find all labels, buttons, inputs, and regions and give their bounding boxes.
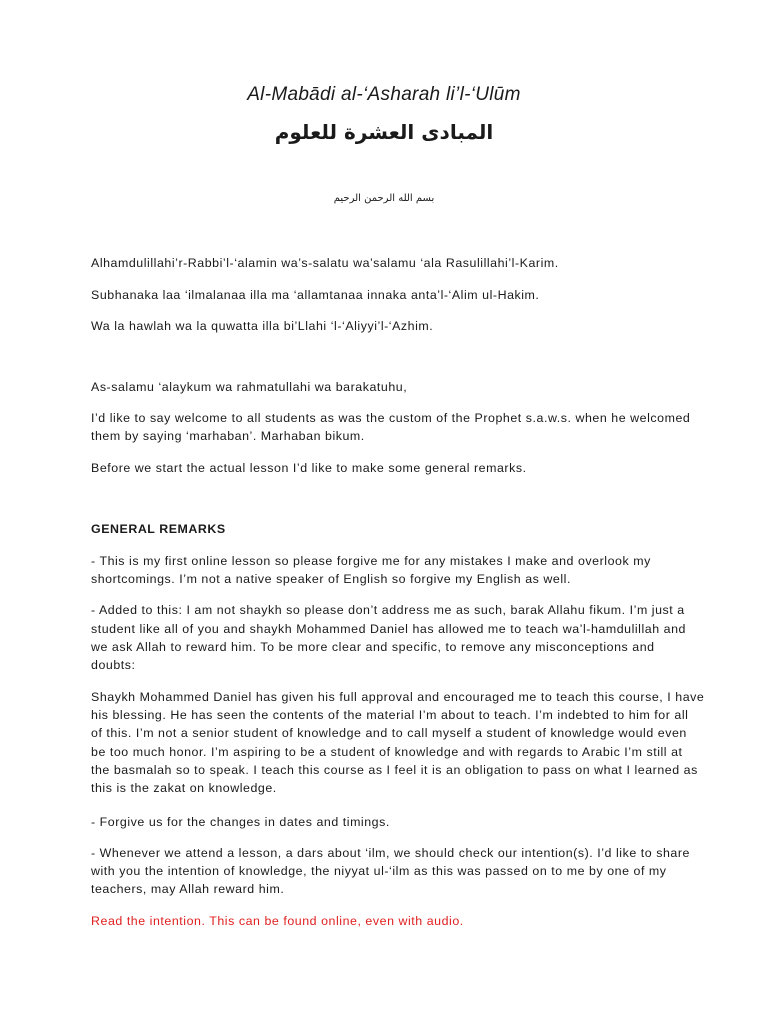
paragraph-approval-line-6: this is the zakat on knowledge.: [91, 781, 277, 795]
section-heading: GENERAL REMARKS: [91, 522, 226, 536]
paragraph-intention-line-2: with you the intention of knowledge, the niyyat ul-‘ilm as this was passed on to me by one of my: [91, 864, 667, 878]
paragraph-welcome-line-1: I’d like to say welcome to all students as was the custom of the Prophet s.a.w.s. when he welcomed: [91, 411, 691, 425]
paragraph-intention-line-3: teachers, may Allah reward him.: [91, 882, 285, 896]
document-title: Al-Mabādi al-‘Asharah li’l-‘Ulūm: [247, 84, 521, 105]
paragraph-approval-line-1: Shaykh Mohammed Daniel has given his full approval and encouraged me to teach this course, I have: [91, 690, 705, 704]
paragraph-approval-line-5: the basmalah so to speak. I teach this course as I feel it is an obligation to pass on what I learned as: [91, 763, 698, 777]
paragraph-subhanaka: Subhanaka laa ‘ilmalanaa illa ma ‘allamtanaa innaka anta’l-‘Alim ul-Hakim.: [91, 288, 540, 302]
paragraph-not-shaykh-line-2: student like all of you and shaykh Mohammed Daniel has allowed me to teach wa’l-hamdulillah and: [91, 622, 686, 636]
paragraph-hawla: Wa la hawlah wa la quwatta illa bi’Llahi ‘l-‘Aliyyi’l-‘Azhim.: [91, 319, 434, 333]
arabic-title: المبادى العشرة للعلوم: [274, 120, 494, 144]
paragraph-not-shaykh-line-4: doubts:: [91, 658, 136, 672]
paragraph-read-intention: Read the intention. This can be found online, even with audio.: [91, 914, 464, 928]
paragraph-intention-line-1: - Whenever we attend a lesson, a dars about ‘ilm, we should check our intention(s). I’d like to share: [91, 846, 690, 860]
paragraph-first-lesson-line-1: - This is my first online lesson so please forgive me for any mistakes I make and overlook my: [91, 554, 651, 568]
paragraph-not-shaykh-line-1: - Added to this: I am not shaykh so please don’t address me as such, barak Allahu fikum. I’m just a: [91, 603, 685, 617]
paragraph-before-lesson: Before we start the actual lesson I’d like to make some general remarks.: [91, 461, 527, 475]
paragraph-approval-line-2: his blessing. He has seen the contents of the material I’m about to teach. I’m indebted to him for all: [91, 708, 689, 722]
paragraph-not-shaykh-line-3: we ask Allah to reward him. To be more clear and specific, to remove any misconceptions and: [91, 640, 655, 654]
paragraph-salam: As-salamu ‘alaykum wa rahmatullahi wa barakatuhu,: [91, 380, 408, 394]
basmalah: بسم الله الرحمن الرحيم: [333, 193, 435, 204]
paragraph-first-lesson-line-2: shortcomings. I’m not a native speaker of English so forgive my English as well.: [91, 572, 571, 586]
paragraph-welcome-line-2: them by saying ‘marhaban’. Marhaban bikum.: [91, 429, 365, 443]
paragraph-approval-line-3: of this. I’m not a senior student of knowledge and to call myself a student of knowledge would even: [91, 726, 687, 740]
paragraph-hamd: Alhamdulillahi’r-Rabbi’l-‘alamin wa’s-salatu wa’salamu ‘ala Rasulillahi’l-Karim.: [91, 256, 559, 270]
paragraph-approval-line-4: be too much honor. I’m aspiring to be a student of knowledge and with regards to Arabic I’m still at: [91, 745, 683, 759]
paragraph-forgive-changes: - Forgive us for the changes in dates and timings.: [91, 815, 390, 829]
